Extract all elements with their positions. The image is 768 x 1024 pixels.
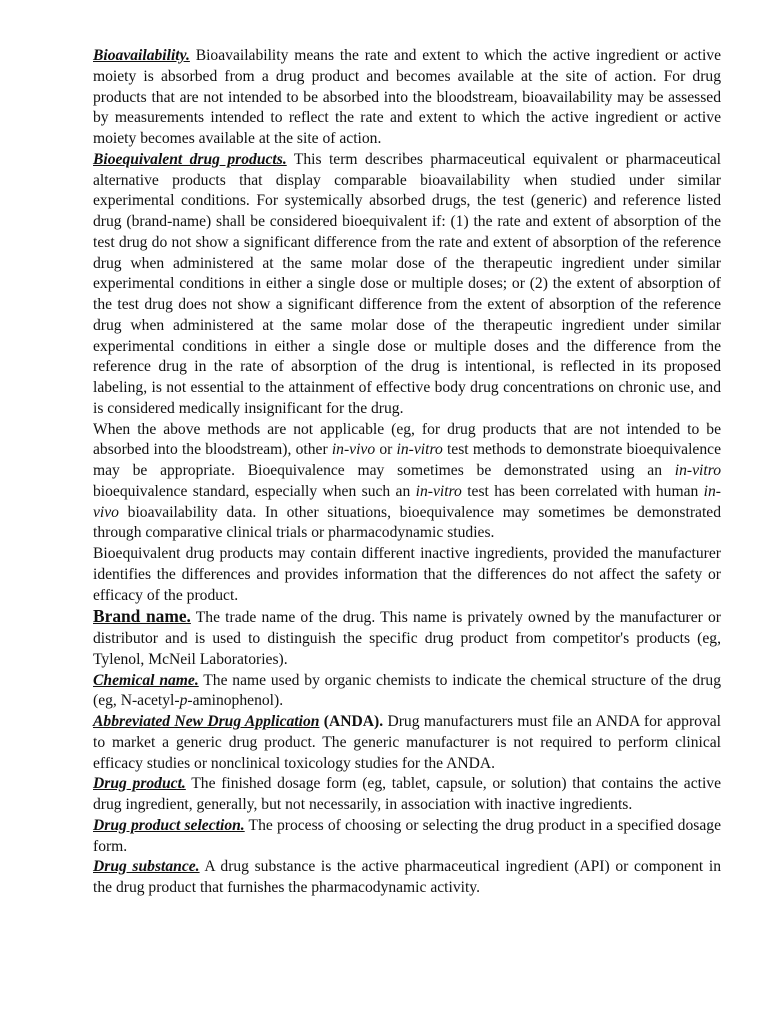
methods-italic-2: in-vitro bbox=[396, 441, 443, 459]
drug-product-definition: The finished dosage form (eg, tablet, capsule, or solution) that contains the active drug ingredient, generally, but not necessarily, in association with inactive ingredients. bbox=[93, 775, 722, 813]
methods-text-5: test has been correlated with human bbox=[461, 482, 704, 500]
drug-product-selection-paragraph bbox=[93, 816, 721, 858]
bioequivalent-definition: This term describes pharmaceutical equivalent or pharmaceutical alternative products that display comparable bioavailability when studied under similar experimental conditions. For systemically absorbed drugs, the test (generic) and reference listed drug (brand-name) shall be considered bioequivalent if: (1) the rate and extent of absorption of the test drug do not show a significant difference from the rate and extent of absorption of the reference drug when administered at the same molar dose of the therapeutic ingredient under similar experimental conditions in either a single dose or multiple doses; or (2) the extent of absorption of the test drug does not show a significant difference from the extent of absorption of the reference drug when administered at the same molar dose of the therapeutic ingredient under similar experimental conditions in either a single dose or multiple doses and the difference from the reference drug in the rate of absorption of the drug is intentional, is reflected in its proposed labeling, is not essential to the attainment of effective body drug concentrations on chronic use, and is considered medically insignificant for the drug. bbox=[93, 150, 721, 417]
bioequivalent-paragraph bbox=[93, 150, 721, 420]
bioavailability-term: Bioavailability. bbox=[93, 47, 190, 64]
drug-substance-term: Drug substance. bbox=[93, 858, 200, 876]
drug-product-term: Drug product. bbox=[93, 775, 186, 793]
anda-term: Abbreviated New Drug Application bbox=[93, 713, 320, 730]
bioavailability-definition: Bioavailability means the rate and extent to which the active ingredient or active moiety is absorbed from a drug product and becomes available at the site of action. For drug products that are not intended to be absorbed into the bloodstream, bioavailability may be assessed by measurements intended to reflect the rate and extent to which the active ingredient or active moiety becomes available at the site of action. bbox=[93, 47, 721, 147]
bioequivalent-term: Bioequivalent drug products. bbox=[93, 150, 287, 168]
brand-name-term: Brand name. bbox=[93, 606, 191, 627]
brand-name-definition: The trade name of the drug. This name is privately owned by the manufacturer or distributor and is used to distinguish the specific drug product from competitor's products (eg, Tylenol, McNeil Laboratories). bbox=[93, 609, 721, 668]
chemical-name-text-1: The name used by organic chemists to indicate the chemical structure of the drug (eg, N-acetyl- bbox=[93, 671, 721, 710]
methods-italic-4: in-vitro bbox=[415, 482, 462, 500]
chemical-name-term: Chemical name. bbox=[93, 671, 199, 689]
methods-text-1: When the above methods are not applicable (eg, for drug products that are not intended to be absorbed into the bloodstream), other bbox=[93, 420, 721, 459]
document-page bbox=[93, 46, 721, 899]
methods-text-3: test methods to demonstrate bioequivalence may be appropriate. Bioequivalence may sometimes be demonstrated using an bbox=[93, 441, 721, 479]
methods-italic-1: in-vivo bbox=[331, 441, 376, 459]
methods-paragraph bbox=[93, 420, 721, 545]
chemical-name-paragraph bbox=[93, 671, 721, 713]
drug-substance-paragraph bbox=[93, 857, 721, 899]
drug-product-paragraph bbox=[93, 774, 721, 816]
methods-text-4: bioequivalence standard, especially when such an bbox=[93, 482, 416, 500]
methods-italic-5: in-vivo bbox=[93, 482, 721, 521]
chemical-name-text-2: -aminophenol). bbox=[187, 692, 284, 710]
brand-name-paragraph bbox=[93, 606, 721, 670]
chemical-name-italic: p bbox=[179, 692, 188, 710]
methods-italic-3: in-vitro bbox=[674, 462, 721, 479]
anda-definition: Drug manufacturers must file an ANDA for approval to market a generic drug product. The generic manufacturer is not required to perform clinical efficacy studies or nonclinical toxicology studies for the ANDA. bbox=[93, 713, 721, 772]
bioavailability-paragraph bbox=[93, 46, 721, 150]
methods-text-2: or bbox=[375, 441, 397, 459]
drug-substance-definition: A drug substance is the active pharmaceutical ingredient (API) or component in the drug product that furnishes the pharmacodynamic activity. bbox=[93, 858, 721, 896]
drug-product-selection-term: Drug product selection. bbox=[93, 816, 245, 834]
inactive-ingredients-paragraph: Bioequivalent drug products may contain different inactive ingredients, provided the manufacturer identifies the differences and provides information that the differences do not affect the safety or efficacy of the product. bbox=[93, 545, 721, 604]
anda-paragraph bbox=[93, 712, 721, 774]
methods-text-6: bioavailability data. In other situations, bioequivalence may sometimes be demonstrated through comparative clinical trials or pharmacodynamic studies. bbox=[93, 503, 721, 542]
anda-term-tail: (ANDA). bbox=[319, 713, 384, 730]
drug-product-selection-definition: The process of choosing or selecting the drug product in a specified dosage form. bbox=[93, 816, 721, 855]
